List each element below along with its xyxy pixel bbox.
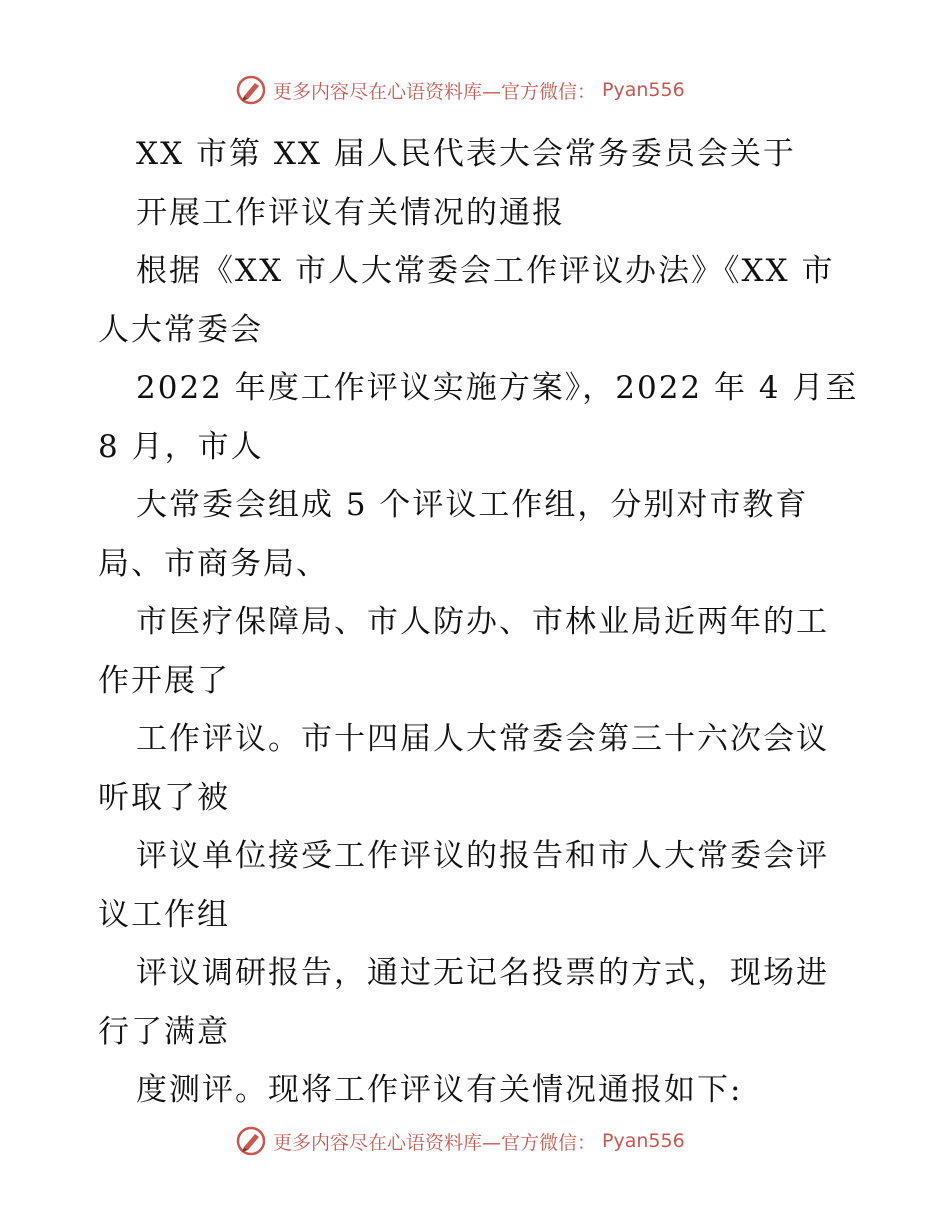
watermark-footer bbox=[235, 1123, 685, 1159]
paragraph-line: 局、市商务局、 bbox=[98, 545, 329, 582]
paragraph-line: 评议调研报告，通过无记名投票的方式，现场进 bbox=[136, 955, 829, 991]
document-body bbox=[98, 125, 858, 1120]
paragraph-line: 人大常委会 bbox=[98, 311, 263, 348]
watermark-text: 更多内容尽在心语资料库—官方微信： bbox=[273, 1131, 597, 1154]
title-line-2: 开展工作评议有关情况的通报 bbox=[136, 194, 565, 231]
pen-logo-icon bbox=[235, 1125, 267, 1157]
title-line-1: XX 市第 XX 届人民代表大会常务委员会关于 bbox=[136, 136, 796, 172]
paragraph-line: 根据《XX 市人大常委会工作评议办法》《XX 市 bbox=[136, 253, 835, 289]
paragraph-line: 8 月，市人 bbox=[98, 428, 264, 465]
paragraph-line: 评议单位接受工作评议的报告和市人大常委会评 bbox=[136, 838, 829, 874]
paragraph-line: 市医疗保障局、市人防办、市林业局近两年的工 bbox=[136, 604, 829, 640]
paragraph-line: 大常委会组成 5 个评议工作组，分别对市教育 bbox=[136, 487, 809, 523]
watermark-text: 更多内容尽在心语资料库—官方微信： bbox=[273, 80, 597, 103]
watermark-handle: Pyan556 bbox=[602, 1130, 685, 1152]
paragraph-line: 作开展了 bbox=[98, 662, 230, 699]
paragraph-line: 听取了被 bbox=[98, 779, 230, 816]
paragraph-line: 工作评议。市十四届人大常委会第三十六次会议 bbox=[136, 721, 829, 757]
paragraph-line: 行了满意 bbox=[98, 1013, 230, 1050]
watermark-handle: Pyan556 bbox=[602, 79, 685, 101]
watermark-header bbox=[235, 72, 685, 108]
paragraph-line: 度测评。现将工作评议有关情况通报如下: bbox=[136, 1072, 743, 1108]
paragraph-line: 2022 年度工作评议实施方案》，2022 年 4 月至 bbox=[136, 370, 859, 406]
paragraph-line: 议工作组 bbox=[98, 896, 230, 933]
pen-logo-icon bbox=[235, 74, 267, 106]
